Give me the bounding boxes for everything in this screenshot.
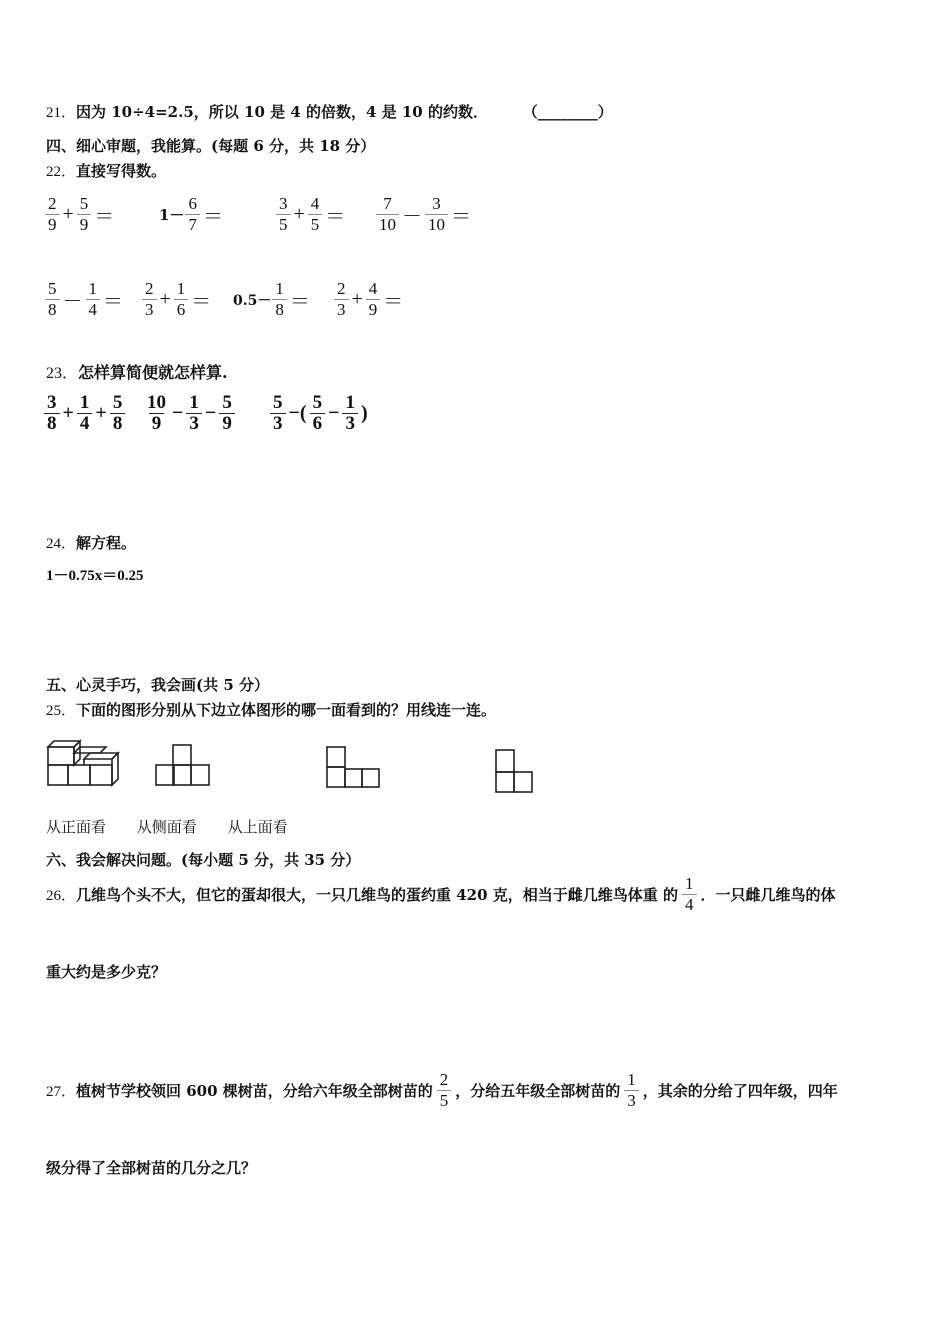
expression: $\frac{3}{8}$ + $\frac{1}{4}$ + $\frac{5}{8}$ — [43, 393, 143, 434]
question-text: ，其余的分给了四年级，四年 — [642, 1082, 838, 1100]
view-labels — [46, 817, 288, 837]
expression: $\frac{5}{3}$ −( $\frac{5}{6}$ − $\frac{1}{3}$ ) — [269, 393, 370, 434]
question-26 — [46, 874, 836, 915]
view-label: 从正面看 — [46, 818, 107, 836]
question-21 — [46, 102, 613, 123]
question-text: 下面的图形分别从下边立体图形的哪一面看到的？用线连一连。 — [76, 701, 497, 719]
expression: $\frac{5}{8}$ － $\frac{1}{4}$ ＝ — [44, 279, 141, 320]
fraction: $\frac{2}{5}$ — [437, 1070, 452, 1111]
expression: $\frac{2}{3}$ + $\frac{1}{6}$ ＝ — [141, 279, 233, 320]
view-figure-image — [325, 745, 383, 789]
question-number: 23． — [46, 365, 79, 382]
expr-row-2 — [44, 279, 405, 320]
expression: $\frac{2}{3}$ + $\frac{4}{9}$ ＝ — [333, 279, 405, 320]
question-text: 解方程。 — [76, 534, 137, 552]
question-text: 因为 10÷4=2.5，所以 10 是 4 的倍数，4 是 10 的约数． — [76, 103, 488, 121]
section-title: 六、我会解决问题。(每小题 5 分，共 35 分） — [46, 851, 361, 869]
expression: $\frac{2}{9}$ + $\frac{5}{9}$ ＝ — [44, 194, 159, 235]
section-title: 四、细心审题，我能算。(每题 6 分，共 18 分） — [46, 137, 376, 155]
question-number: 25． — [46, 703, 77, 719]
question-text-cont: 重大约是多少克？ — [46, 963, 167, 981]
question-text: 直接写得数。 — [76, 162, 167, 180]
view-figure-image — [494, 748, 536, 794]
question-text: ．一只雌几维鸟的体 — [700, 886, 836, 904]
question-number: 27． — [46, 1084, 77, 1100]
question-text-cont: 级分得了全部树苗的几分之几？ — [46, 1159, 257, 1177]
solid-figure-image — [46, 737, 120, 791]
expression: $\frac{3}{5}$ + $\frac{4}{5}$ ＝ — [275, 194, 375, 235]
question-text: 植树节学校领回 600 棵树苗，分给六年级全部树苗的 — [76, 1082, 433, 1100]
simplify-row — [43, 393, 370, 434]
answer-blank[interactable]: （________） — [522, 103, 613, 121]
expression: $\frac{10}{9}$ − $\frac{1}{3}$ − $\frac{5}{9}$ — [143, 393, 269, 434]
question-24 — [46, 533, 136, 554]
question-25 — [46, 700, 496, 721]
question-number: 26． — [46, 888, 77, 904]
question-text: ，分给五年级全部树苗的 — [455, 1082, 621, 1100]
question-text: 几维鸟个头不大，但它的蛋却很大，一只几维鸟的蛋约重 420 克，相当于雌几维鸟体重 的 — [76, 886, 678, 904]
question-text: 怎样算简便就怎样算. — [78, 363, 228, 382]
view-figure-image — [154, 743, 212, 787]
fraction: $\frac{1}{4}$ — [682, 874, 697, 915]
expr-row-1 — [44, 194, 473, 235]
view-label: 从侧面看 — [136, 818, 197, 836]
equation: 1－0.75x＝0.25 — [46, 568, 144, 584]
expression: 1－ $\frac{6}{7}$ ＝ — [159, 194, 223, 234]
expression: 0.5－ $\frac{1}{8}$ ＝ — [233, 279, 310, 319]
question-number: 24． — [46, 536, 77, 552]
view-label: 从上面看 — [227, 818, 288, 836]
fraction: $\frac{1}{3}$ — [624, 1070, 639, 1111]
question-number: 21． — [46, 105, 77, 121]
question-27 — [46, 1070, 838, 1111]
question-23 — [46, 363, 228, 384]
question-number: 22． — [46, 164, 77, 180]
expression: $\frac{7}{10}$ － $\frac{3}{10}$ ＝ — [375, 194, 473, 235]
section-title: 五、心灵手巧，我会画(共 5 分） — [46, 676, 269, 694]
question-22 — [46, 161, 166, 182]
